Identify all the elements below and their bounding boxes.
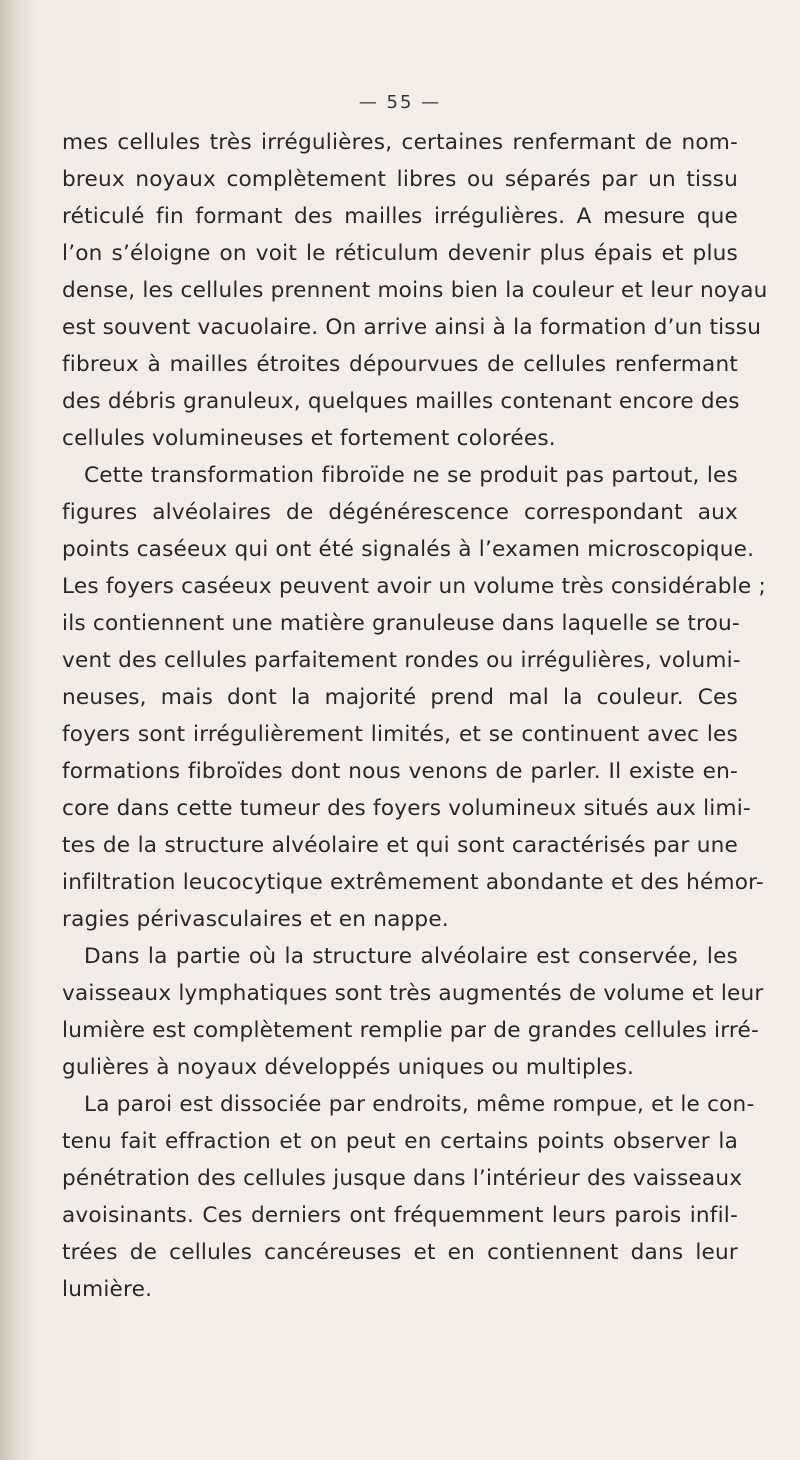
paragraph-3 (62, 938, 764, 1086)
text-line: lumière. (62, 1277, 153, 1302)
text-line: tes de la structure alvéolaire et qui sont caractérisés par une (62, 833, 738, 858)
text-line: foyers sont irrégulièrement limités, et se continuent avec les (62, 722, 738, 747)
text-line: formations fibroïdes dont nous venons de parler. Il existe en- (62, 759, 738, 784)
text-line: cellules volumineuses et fortement colorées. (62, 426, 556, 451)
text-line: points caséeux qui ont été signalés à l’examen microscopique. (62, 537, 755, 562)
text-line: trées de cellules cancéreuses et en contiennent dans leur (62, 1240, 738, 1265)
text-line: vent des cellules parfaitement rondes ou irrégulières, volumi- (62, 648, 741, 673)
text-line: l’on s’éloigne on voit le réticulum devenir plus épais et plus (62, 241, 738, 266)
paragraph-2 (62, 457, 766, 938)
page-number-header: — 55 — (358, 92, 442, 113)
text-line: breux noyaux complètement libres ou séparés par un tissu (62, 167, 738, 192)
text-line: gulières à noyaux développés uniques ou multiples. (62, 1055, 635, 1080)
text-line: core dans cette tumeur des foyers volumineux situés aux limi- (62, 796, 751, 821)
text-line: tenu fait effraction et on peut en certains points observer la (62, 1129, 738, 1154)
text-line: dense, les cellules prennent moins bien la couleur et leur noyau (62, 278, 768, 303)
text-line: est souvent vacuolaire. On arrive ainsi à la formation d’un tissu (62, 315, 762, 340)
text-line: La paroi est dissociée par endroits, même rompue, et le con- (84, 1092, 755, 1117)
text-line: des débris granuleux, quelques mailles contenant encore des (62, 389, 740, 414)
text-line: réticulé fin formant des mailles irrégulières. A mesure que (62, 204, 738, 229)
paragraph-1 (62, 124, 768, 457)
text-line: figures alvéolaires de dégénérescence correspondant aux (62, 500, 738, 525)
text-line: Les foyers caséeux peuvent avoir un volume très considérable ; (62, 574, 766, 599)
text-line: neuses, mais dont la majorité prend mal la couleur. Ces (62, 685, 738, 710)
text-line: lumière est complètement remplie par de grandes cellules irré- (62, 1018, 759, 1043)
body-text (62, 124, 768, 1308)
paragraph-4 (62, 1086, 755, 1308)
text-line: avoisinants. Ces derniers ont fréquemment leurs parois infil- (62, 1203, 738, 1228)
text-line: fibreux à mailles étroites dépourvues de cellules renfermant (62, 352, 738, 377)
binding-shadow (0, 0, 36, 1460)
text-line: ragies périvasculaires et en nappe. (62, 907, 449, 932)
text-line: Dans la partie où la structure alvéolaire est conservée, les (84, 944, 738, 969)
text-line: ils contiennent une matière granuleuse dans laquelle se trou- (62, 611, 740, 636)
text-line: pénétration des cellules jusque dans l’intérieur des vaisseaux (62, 1166, 743, 1191)
text-line: Cette transformation fibroïde ne se produit pas partout, les (84, 463, 738, 488)
text-line: infiltration leucocytique extrêmement abondante et des hémor- (62, 870, 764, 895)
text-line: vaisseaux lymphatiques sont très augmentés de volume et leur (62, 981, 764, 1006)
text-line: mes cellules très irrégulières, certaines renfermant de nom- (62, 130, 738, 155)
